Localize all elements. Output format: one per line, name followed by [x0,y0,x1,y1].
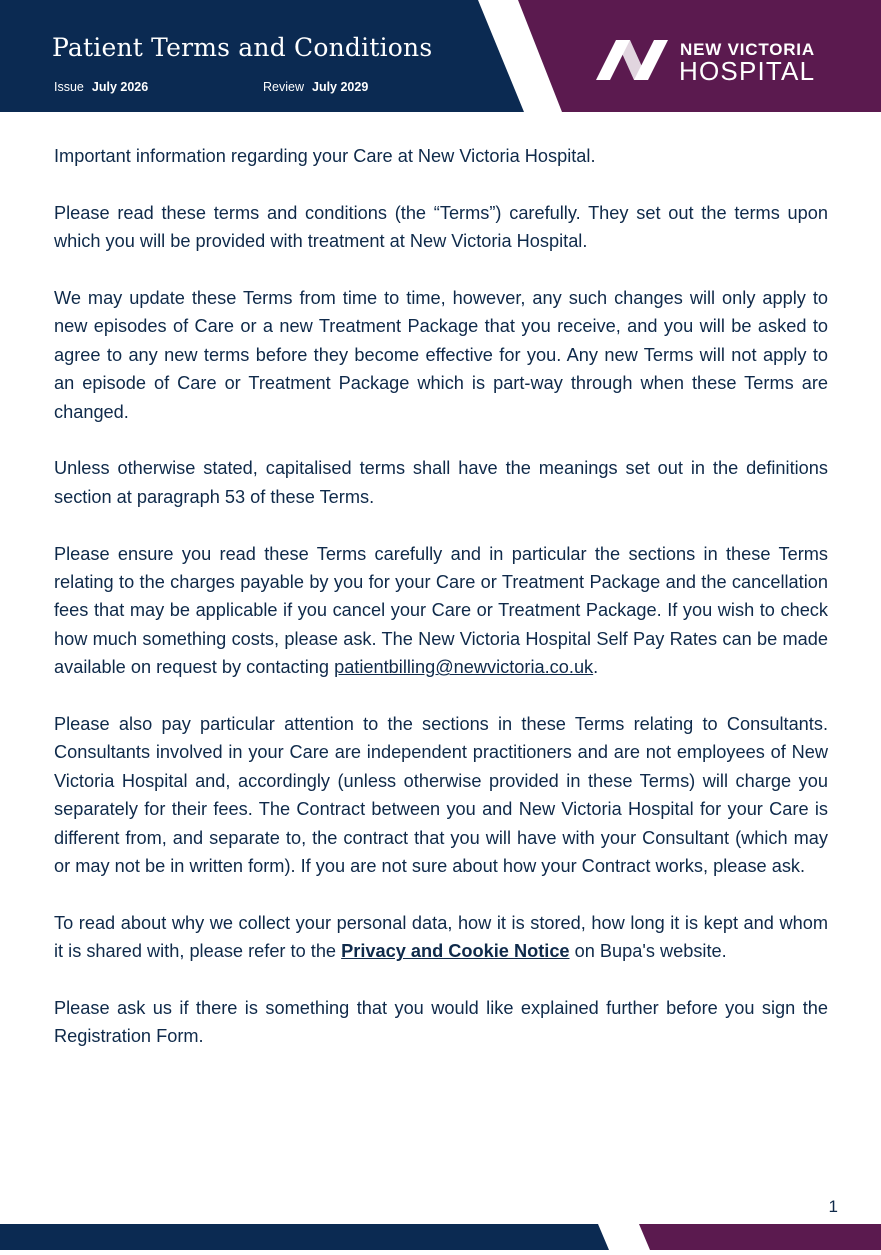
footer-purple-bar [639,1224,881,1250]
issue-date [54,80,148,94]
footer-banner [0,1222,881,1250]
paragraph-read-terms: Please read these terms and conditions (the “Terms”) carefully. They set out the terms upon which you will be provided with treatment at New Victoria Hospital. [54,202,828,252]
paragraph-updates: We may update these Terms from time to time, however, any such changes will only apply to new episodes of Care or a new Treatment Package that you receive, and you will be asked to agree to any new terms before they become effective for you. Any new Terms will not apply to an episode of Care or Treatment Package which is part-way through when these Terms are changed. [54,288,828,422]
paragraph-privacy-end: on Bupa's website. [569,941,727,962]
paragraph-charges [54,540,828,682]
paragraph-definitions: Unless otherwise stated, capitalised terms shall have the meanings set out in the definitions section at paragraph 53 of these Terms. [54,458,828,507]
footer-background [0,1222,881,1250]
document-title: Patient Terms and Conditions [52,33,433,62]
review-value: July 2029 [312,80,369,94]
hospital-logo [596,40,836,84]
issue-label: Issue [54,80,84,94]
billing-email-link[interactable]: patientbilling@newvictoria.co.uk [334,657,594,678]
header-banner [0,0,881,112]
issue-value: July 2026 [91,80,149,94]
document-body [54,142,828,1079]
paragraph-charges-end: . [593,657,599,678]
paragraph-charges-text: Please ensure you read these Terms carefully and in particular the sections in these Terms relating to the charges payable by you for your Care or Treatment Package and the cancellation fees that may be applicable if you cancel your Care or Treatment Package. If you wish to check how much something costs, please ask. The New Victoria Hospital Self Pay Rates can be made available on request by contacting [54,543,828,678]
footer-navy-bar [0,1224,609,1250]
paragraph-privacy-text: To read about why we collect your personal data, how it is stored, how long it is kept and whom it is shared with, please refer to the [54,912,828,962]
paragraph-privacy [54,909,828,966]
paragraph-ask: Please ask us if there is something that you would like explained further before you sign the Registration Form. [54,998,828,1047]
review-label: Review [263,80,304,94]
logo-text-line1: NEW VICTORIA [680,40,815,59]
paragraph-consultants: Please also pay particular attention to the sections in these Terms relating to Consultants. Consultants involved in your Care are independent practitioners and are not employees of New Victoria Hospital and, accordingly (unless otherwise provided in these Terms) will charge you separately for their fees. The Contract between you and New Victoria Hospital for your Care is different from, and separate to, the contract that you will have with your Consultant (which may or may not be in written form). If you are not sure about how your Contract works, please ask. [54,714,828,877]
page-number: 1 [828,1197,838,1216]
logo-text-line2: HOSPITAL [679,56,816,86]
review-date [263,80,368,94]
paragraph-intro: Important information regarding your Care at New Victoria Hospital. [54,146,596,166]
privacy-notice-link[interactable]: Privacy and Cookie Notice [341,941,570,962]
nvh-logo-mark-icon [596,40,668,80]
